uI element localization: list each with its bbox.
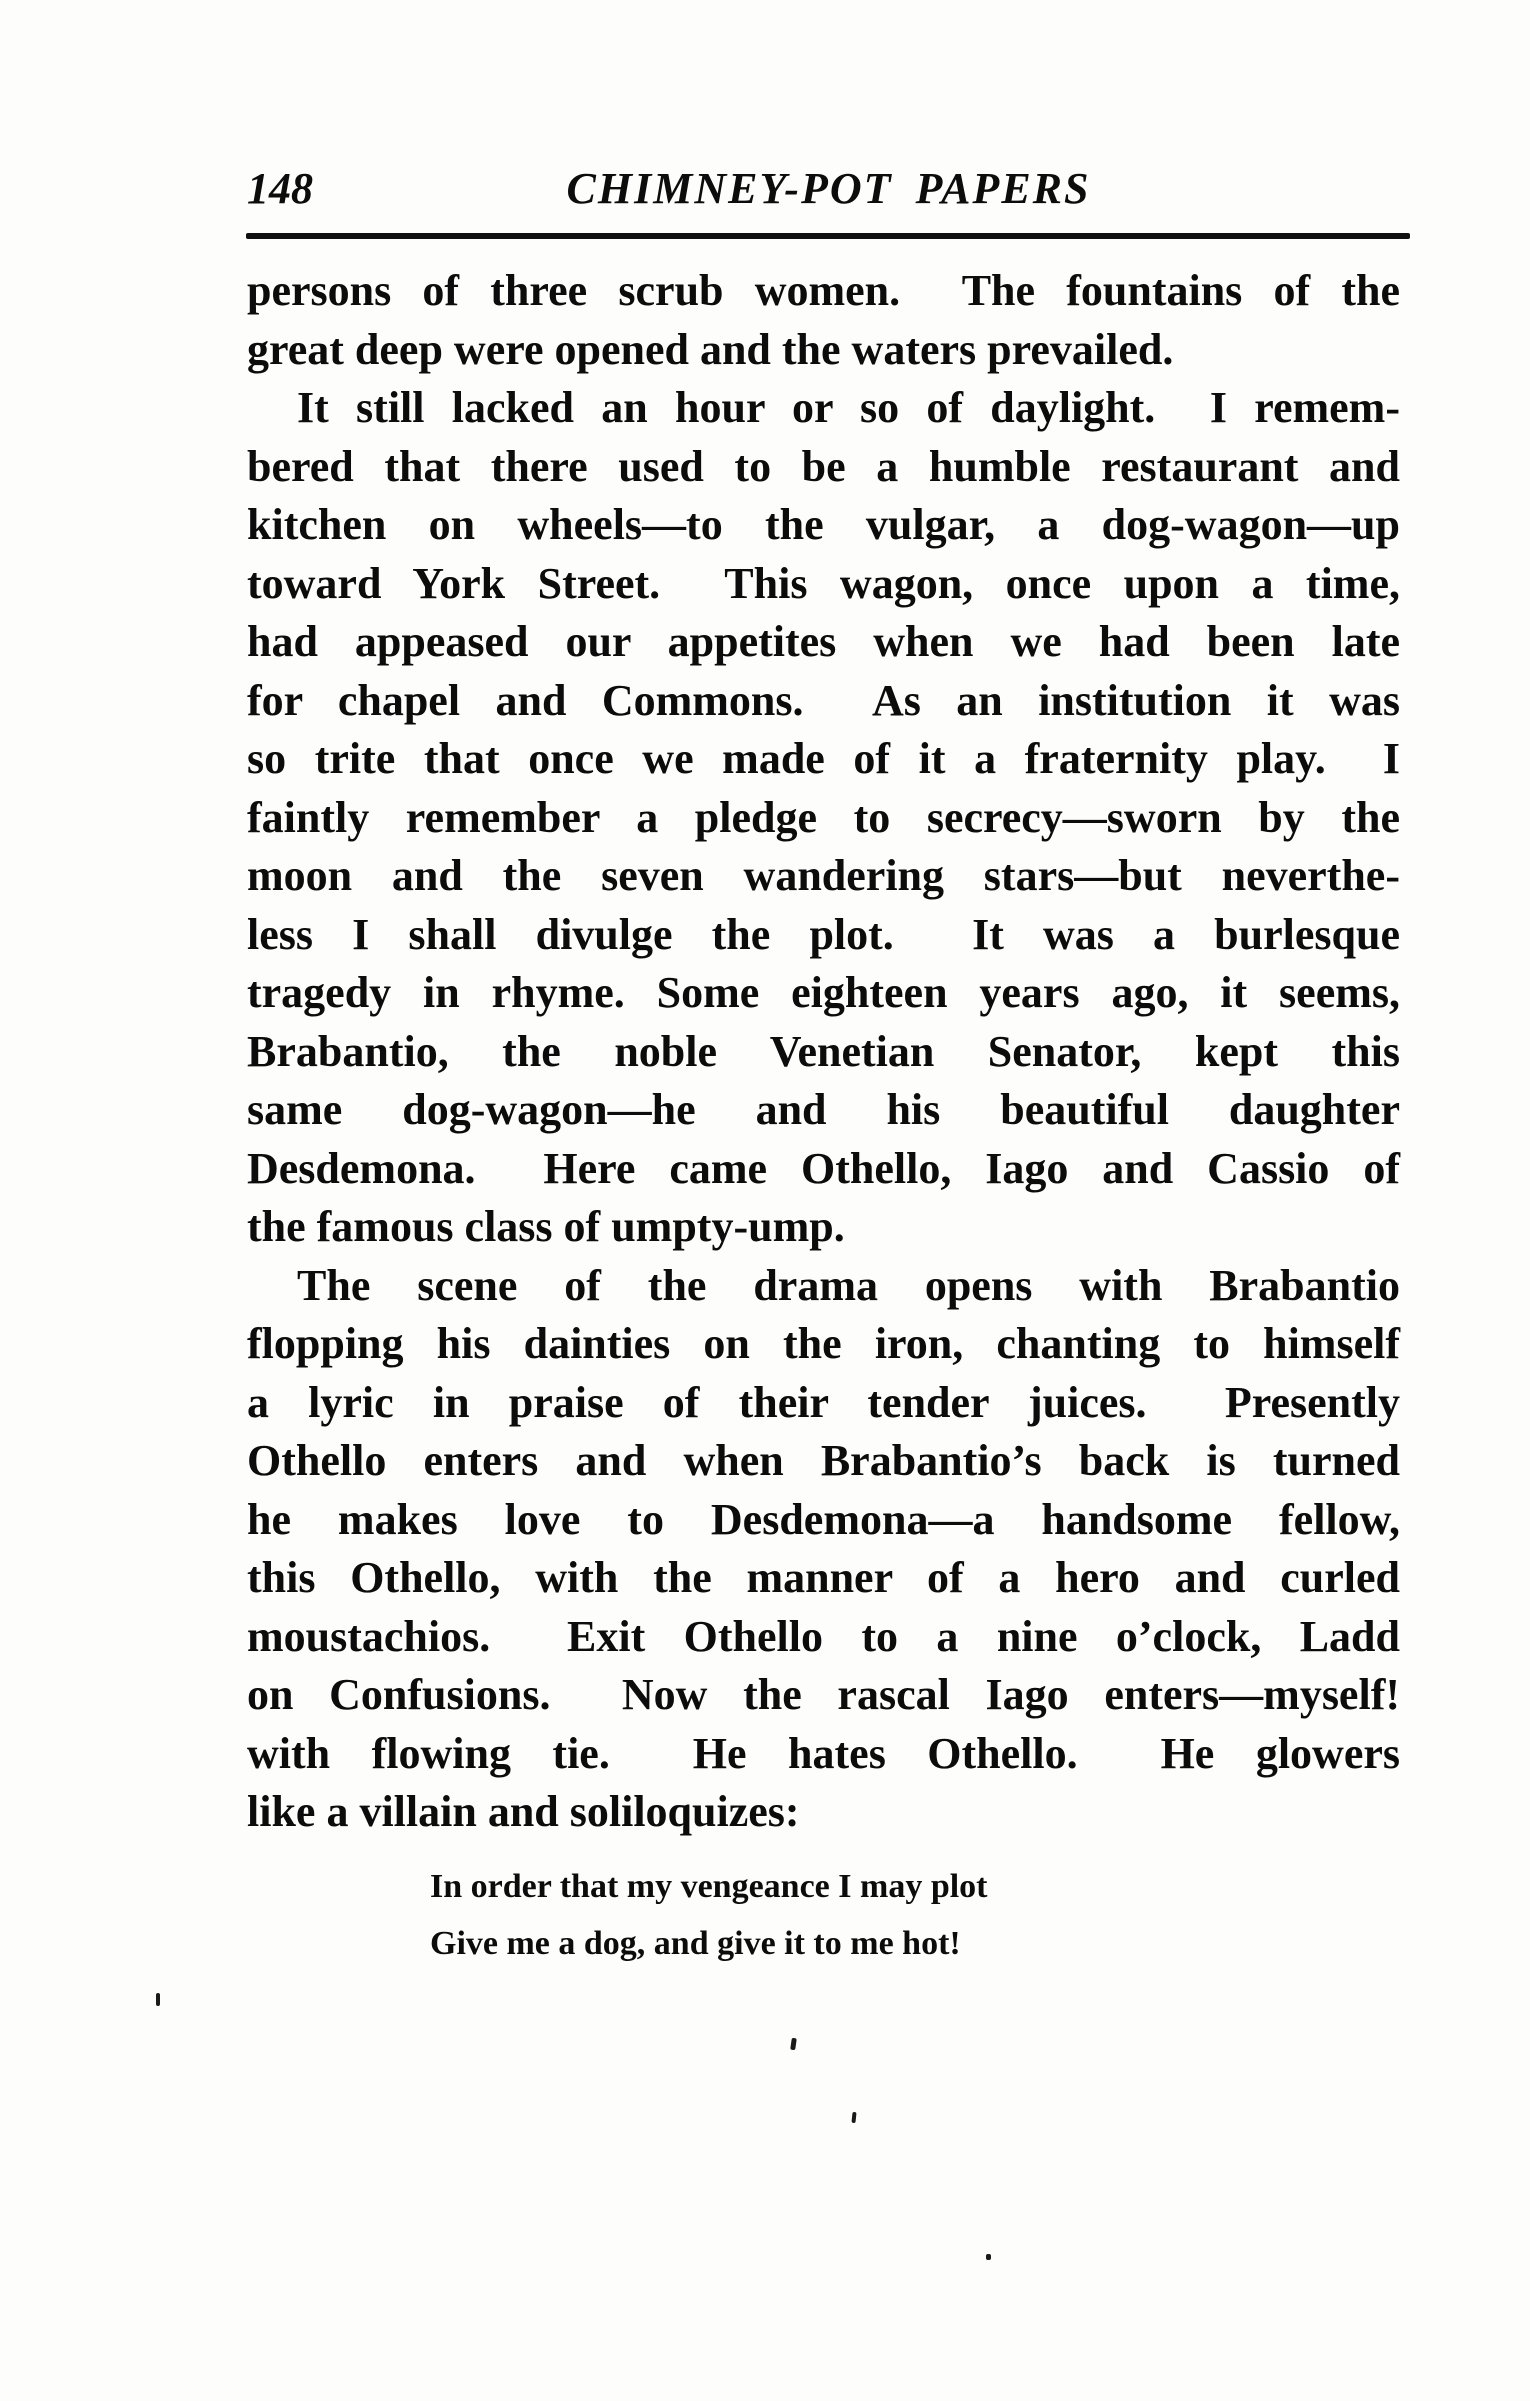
text-line: a lyric in praise of their tender juices. Presently [247, 1377, 1400, 1427]
scan-speck [851, 2112, 856, 2123]
text-line: this Othello, with the manner of a hero and curled [247, 1553, 1400, 1602]
text-line: toward York Street. This wagon, once upon a time, [247, 558, 1400, 608]
text-line: with flowing tie. He hates Othello. He glowers [247, 1728, 1400, 1778]
header-rule [246, 233, 1410, 239]
text-line: flopping his dainties on the iron, chanting to himself [247, 1319, 1400, 1368]
text-line: kitchen on wheels—to the vulgar, a dog-wagon—up [247, 500, 1400, 549]
text-line: great deep were opened and the waters prevailed. [247, 324, 1174, 374]
text-line: persons of three scrub women. The fountains of the [247, 266, 1400, 315]
text-line: moon and the seven wandering stars—but neverthe- [247, 851, 1400, 900]
scan-speck [986, 2254, 991, 2260]
text-line: he makes love to Desdemona—a handsome fellow, [247, 1494, 1400, 1544]
text-line: bered that there used to be a humble restaurant and [247, 441, 1400, 491]
text-line: Brabantio, the noble Venetian Senator, kept this [247, 1026, 1400, 1076]
text-line: the famous class of umpty-ump. [247, 1202, 845, 1251]
text-line: like a villain and soliloquizes: [247, 1787, 800, 1836]
page-number: 148 [247, 164, 313, 213]
text-line: Othello enters and when Brabantio’s back is turned [247, 1436, 1400, 1485]
running-title: CHIMNEY-POT PAPERS [566, 164, 1091, 213]
page-header [247, 160, 1410, 218]
scan-speck [790, 2038, 797, 2051]
text-line: had appeased our appetites when we had been late [247, 617, 1400, 666]
text-line: less I shall divulge the plot. It was a burlesque [247, 909, 1400, 959]
text-line: faintly remember a pledge to secrecy—sworn by the [247, 792, 1400, 842]
text-line: It still lacked an hour or so of daylight. I remem- [297, 383, 1400, 432]
verse-line: In order that my vengeance I may plot [430, 1868, 988, 1905]
text-line: on Confusions. Now the rascal Iago enters—myself! [247, 1670, 1400, 1719]
body-text [247, 262, 1400, 1842]
text-line: tragedy in rhyme. Some eighteen years ago, it seems, [247, 968, 1400, 1017]
text-line: The scene of the drama opens with Brabantio [297, 1260, 1400, 1310]
scan-speck [156, 1993, 160, 2006]
verse-quote [430, 1858, 988, 1972]
text-line: for chapel and Commons. As an institution it was [247, 675, 1400, 725]
text-line: so trite that once we made of it a fraternity play. I [247, 734, 1400, 783]
text-line: moustachios. Exit Othello to a nine o’clock, Ladd [247, 1611, 1400, 1661]
text-line: Desdemona. Here came Othello, Iago and Cassio of [247, 1143, 1400, 1193]
text-line: same dog-wagon—he and his beautiful daughter [247, 1085, 1400, 1134]
verse-line: Give me a dog, and give it to me hot! [430, 1925, 961, 1962]
